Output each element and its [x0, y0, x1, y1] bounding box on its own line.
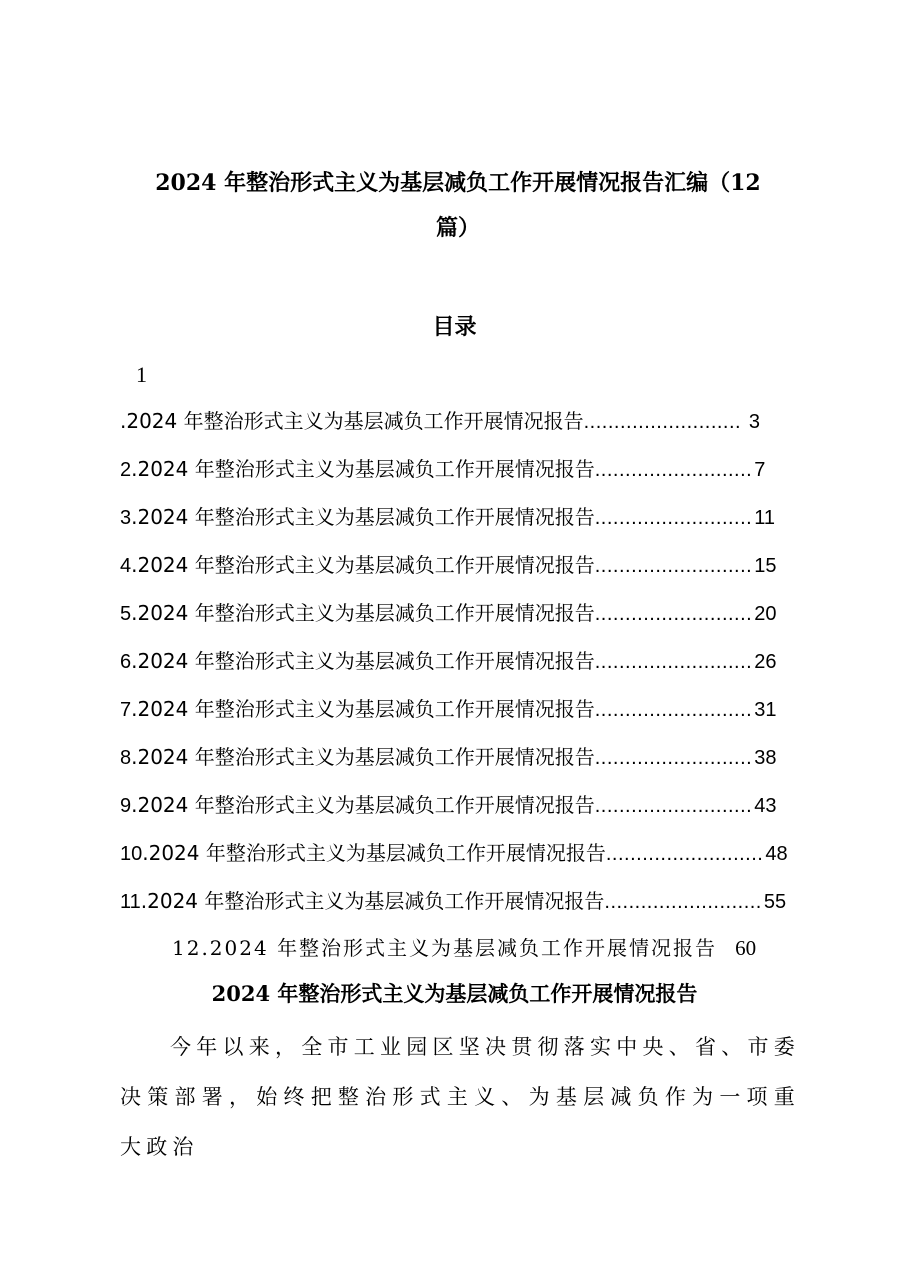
toc-item-text: .2024 年整治形式主义为基层减负工作开展情况报告: [131, 649, 595, 673]
toc-leader-dots: ..........................: [594, 555, 753, 577]
toc-item-1[interactable]: [120, 406, 760, 436]
toc-item-page: 11: [754, 507, 775, 529]
toc-item-page: 7: [754, 459, 766, 481]
toc-leader-dots: ..........................: [594, 603, 753, 625]
toc-leader-dots: ..........................: [594, 651, 753, 673]
toc-item-page: 3: [748, 411, 760, 433]
toc-item-page: 43: [754, 795, 777, 817]
toc-item-12[interactable]: [172, 932, 756, 961]
toc-item-number: 7: [120, 699, 132, 721]
toc-item-text: .2024 年整治形式主义为基层减负工作开展情况报告: [131, 553, 595, 577]
toc-item-3[interactable]: [120, 502, 775, 532]
toc-item-text: .2024 年整治形式主义为基层减负工作开展情况报告: [131, 457, 595, 481]
toc-leader-dots: ..........................: [605, 843, 764, 865]
toc-item-text: .2024 年整治形式主义为基层减负工作开展情况报告: [140, 889, 605, 913]
toc-item-number: 9: [120, 795, 132, 817]
toc-item-text: .2024 年整治形式主义为基层减负工作开展情况报告: [131, 601, 595, 625]
toc-item-number: 3: [120, 507, 132, 529]
toc-item-11[interactable]: [120, 886, 787, 916]
toc-item-page: 48: [765, 843, 788, 865]
toc-item-text: .2024 年整治形式主义为基层减负工作开展情况报告: [131, 505, 595, 529]
toc-item-page: 26: [754, 651, 777, 673]
toc-item-page: 15: [754, 555, 777, 577]
toc-item-page: 60: [735, 936, 757, 960]
toc-item-text: .2024 年整治形式主义为基层减负工作开展情况报告: [131, 697, 595, 721]
toc-leader-dots: ..........................: [604, 891, 762, 913]
toc-item-number: 2: [120, 459, 132, 481]
toc-item-number: 5: [120, 603, 132, 625]
toc-item-4[interactable]: [120, 550, 777, 580]
toc-item-10[interactable]: [120, 838, 788, 868]
toc-item-5[interactable]: [120, 598, 777, 628]
toc-item-number: 6: [120, 651, 132, 673]
toc-item-text: 12.2024 年整治形式主义为基层减负工作开展情况报告: [172, 936, 718, 960]
toc-item-number: 11: [120, 891, 141, 913]
toc-leader-dots: ..........................: [594, 699, 753, 721]
toc-item-6[interactable]: [120, 646, 777, 676]
toc-item-8[interactable]: [120, 742, 777, 772]
toc-item-2[interactable]: [120, 454, 766, 484]
toc-item-page: 31: [754, 699, 777, 721]
toc-leader-dots: ..........................: [594, 459, 753, 481]
toc-item-page: 38: [754, 747, 777, 769]
toc-leader-dots: ..........................: [594, 507, 753, 529]
toc-stray-number: 1: [136, 362, 147, 387]
toc-heading: 目录: [432, 314, 477, 340]
toc-item-text: .2024 年整治形式主义为基层减负工作开展情况报告: [131, 745, 595, 769]
body-paragraph: 今年以来，全市工业园区坚决贯彻落实中央、省、市委决策部署，始终把整治形式主义、为基层减负作为一项重大政治: [120, 1035, 800, 1159]
toc-item-number: 10: [120, 843, 143, 865]
toc-item-page: 20: [754, 603, 777, 625]
document-title-line-2: 篇）: [435, 215, 480, 241]
toc-item-9[interactable]: [120, 790, 777, 820]
toc-item-number: 8: [120, 747, 132, 769]
toc-item-number: 4: [120, 555, 132, 577]
toc-item-text: .2024 年整治形式主义为基层减负工作开展情况报告: [142, 841, 606, 865]
section-title: 2024 年整治形式主义为基层减负工作开展情况报告: [211, 981, 698, 1006]
toc-leader-dots: ..........................: [583, 411, 742, 433]
toc-leader-dots: ..........................: [594, 747, 753, 769]
toc-item-text: .2024 年整治形式主义为基层减负工作开展情况报告: [120, 409, 584, 433]
document-title-line-1: 2024 年整治形式主义为基层减负工作开展情况报告汇编（12: [155, 170, 761, 196]
toc-item-7[interactable]: [120, 694, 777, 724]
toc-item-page: 55: [763, 891, 787, 913]
toc-leader-dots: ..........................: [594, 795, 753, 817]
toc-item-text: .2024 年整治形式主义为基层减负工作开展情况报告: [131, 793, 595, 817]
